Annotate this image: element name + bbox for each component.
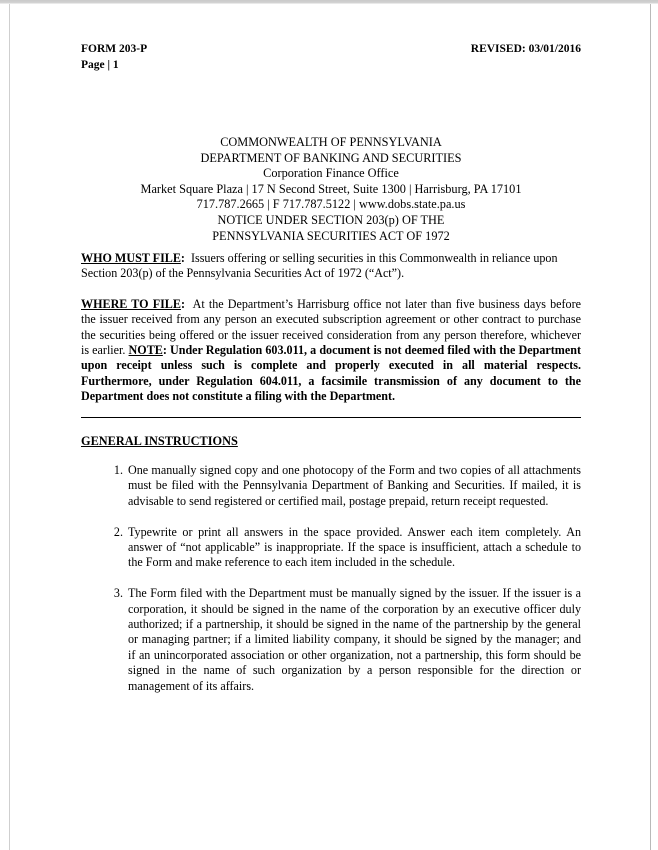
- list-item-text: One manually signed copy and one photocopy of the Form and two copies of all attachments must be filed with the Pennsylvania Department of Banking and Securities. If mailed, it is advisable to send registered or certified mail, postage prepaid, return receipt requested.: [128, 463, 581, 508]
- where-to-file-paragraph: [81, 297, 581, 405]
- list-item-text: The Form filed with the Department must be manually signed by the issuer. If the issuer is a corporation, it should be signed in the name of the corporation by an executive officer duly authorized; if a partnership, it should be signed in the name of the partnership by the general or managing partner; if a limited liability company, it should be signed by the manager; and if an unincorporated association or other organization, not a partnership, this form should be signed in the name of such organization by a person responsible for the direction or management of its affairs.: [128, 586, 581, 693]
- who-must-file-text: Issuers offering or selling securities in this Commonwealth in reliance upon Section 203(p) of the Pennsylvania Securities Act of 1972 (“Act”).: [81, 251, 558, 281]
- agency-title-block: [81, 135, 581, 244]
- list-item-number: 2.: [113, 524, 123, 539]
- list-item: [81, 586, 581, 694]
- agency-line-department: DEPARTMENT OF BANKING AND SECURITIES: [200, 150, 462, 165]
- list-item-number: 3.: [113, 586, 123, 601]
- agency-line-notice-2: PENNSYLVANIA SECURITIES ACT OF 1972: [212, 228, 450, 243]
- general-instructions-heading: GENERAL INSTRUCTIONS: [81, 434, 238, 448]
- who-must-file-colon: :: [180, 251, 185, 265]
- agency-line-address: Market Square Plaza | 17 N Second Street, Suite 1300 | Harrisburg, PA 17101: [140, 181, 522, 196]
- page-label: Page | 1: [81, 59, 119, 71]
- who-must-file-paragraph: [81, 251, 581, 282]
- list-item-number: 1.: [113, 463, 123, 477]
- document-page: [9, 4, 651, 850]
- where-to-file-label: WHERE TO FILE: [81, 296, 181, 311]
- header-top-row: [81, 42, 581, 57]
- agency-line-contact: 717.787.2665 | F 717.787.5122 | www.dobs.state.pa.us: [196, 197, 466, 212]
- note-text: Under Regulation 603.011, a document is not deemed filed with the Department upon receipt unless such is complete and properly executed in all material respects. Furthermore, under Regulation 604.011, a facsimile transmission of any document to the Department does not constitute a filing with the Department.: [81, 343, 581, 404]
- agency-line-commonwealth: COMMONWEALTH OF PENNSYLVANIA: [220, 135, 442, 149]
- body-paragraphs: [81, 251, 581, 405]
- who-must-file-label: WHO MUST FILE: [81, 251, 181, 265]
- form-number: FORM 203-P: [81, 43, 148, 55]
- section-divider: [81, 417, 581, 418]
- note-colon: :: [162, 343, 167, 358]
- agency-line-notice-1: NOTICE UNDER SECTION 203(p) OF THE: [217, 212, 445, 227]
- list-item: [81, 525, 581, 571]
- where-to-file-text: At the Department’s Harrisburg office not later than five business days before the issuer received from any person an executed subscription agreement or other contract to purchase the securities being offered or the issuer received consideration from any person therefore, whichever is earlier.: [81, 296, 582, 358]
- agency-line-office: Corporation Finance Office: [263, 166, 399, 181]
- list-item: [81, 463, 581, 509]
- general-instructions-list: [81, 463, 581, 709]
- where-to-file-colon: :: [180, 296, 185, 311]
- page-header: [81, 42, 581, 73]
- revision-date: REVISED: 03/01/2016: [470, 43, 581, 55]
- list-item-text: Typewrite or print all answers in the space provided. Answer each item completely. An answer of “not applicable” is inappropriate. If the space is insufficient, attach a schedule to the Form and make reference to each item included in the schedule.: [128, 524, 581, 570]
- note-label: NOTE: [128, 343, 163, 358]
